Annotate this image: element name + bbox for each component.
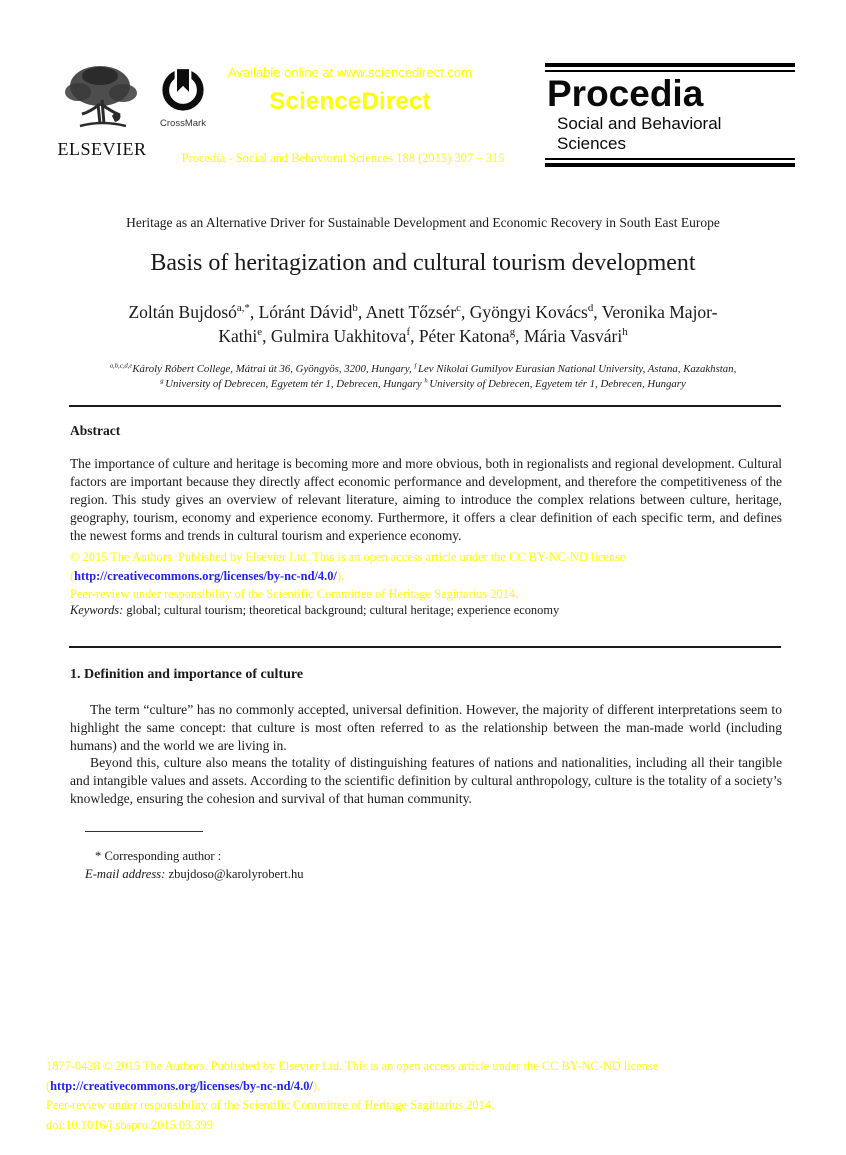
procedia-bottom-rule-2 (545, 163, 795, 167)
section-1-heading: 1. Definition and importance of culture (70, 667, 304, 682)
elsevier-logo (56, 60, 148, 160)
footer-peer-review-line: Peer-review under responsibility of the Scientific Committee of Heritage Sagittarius 2014. (46, 1098, 495, 1113)
procedia-top-rule-2 (545, 70, 795, 72)
sciencedirect-logo[interactable]: ScienceDirect (269, 88, 431, 115)
author-line-2: Kathi$^e$, Gulmira Uakhitova$^f$, Péter Katona$^g$, Mária Vasvári$^h$ (218, 326, 628, 346)
section-1-paragraph-2: Beyond this, culture also means the totality of distinguishing features of nations and nationalities, including all their tangible and intangible values and assets. According to the scientific definition by cultural anthropology, culture is the totality of a society’s knowledge, ensuring the cohesion and survival of that human community. (70, 755, 782, 806)
divider-above-abstract (69, 405, 781, 407)
procedia-top-rule (545, 63, 795, 67)
email-label: E-mail address: (85, 867, 166, 881)
elsevier-tree-icon (60, 123, 144, 140)
section-1-body (70, 701, 782, 808)
peer-review-line: Peer-review under responsibility of the Scientific Committee of Heritage Sagittarius 2014. (70, 587, 519, 601)
crossmark-label: CrossMark (160, 118, 206, 129)
procedia-logo (545, 63, 795, 167)
paper-title: Basis of heritagization and cultural tourism development (150, 250, 696, 276)
abstract-body: The importance of culture and heritage is becoming more and more obvious, both in regionalists and regional development. Cultural factors are important because they directly affect economic performance and development, and therefore the competitiveness of the region. This study gives an overview of relevant literature, aiming to introduce the complex relations between culture, heritage, geography, tourism, economy and experience economy. Furthermore, it offers a clear definition of each specific term, and defines the newest forms and trends in cultural tourism and experience economy. (70, 456, 782, 543)
divider-below-keywords (69, 646, 781, 648)
page-footer (46, 1057, 806, 1135)
footer-license-line (46, 1077, 806, 1097)
email-value[interactable]: zbujdoso@karolyrobert.hu (165, 867, 304, 881)
license-line-1: © 2015 The Authors. Published by Elsevier Ltd. This is an open access article under the CC BY-NC-ND license (70, 550, 626, 564)
corresponding-author-line: * Corresponding author : (95, 849, 222, 863)
license-line-2 (70, 567, 782, 586)
abstract-heading: Abstract (70, 423, 121, 438)
procedia-subtitle: Social and Behavioral Sciences (557, 114, 722, 153)
author-line-1: Zoltán Bujdosó$^{a,*}$, Lóránt Dávid$^b$, Anett Tőzsér$^c$, Gyöngyi Kovács$^d$, Veronika Major- (128, 302, 718, 322)
footer-link-suffix: ). (312, 1078, 321, 1093)
affiliation-line-1: $^{a,b,c,d,e}$Károly Róbert College, Mátrai út 36, Gyöngyös, 3200, Hungary, $^f$ Lev Nikolai Gumilyov Eurasian National University, Astana, Kazakhstan, (109, 362, 737, 375)
conference-title: Heritage as an Alternative Driver for Sustainable Development and Economic Recovery in South East Europe (126, 215, 720, 230)
procedia-bottom-rule (545, 158, 795, 160)
section-1-paragraph-1: The term “culture” has no commonly accepted, universal definition. However, the majority of different interpretations seem to highlight the same concept: that culture is most often referred to as the relationship between the man-made world (including humans) and the world we are living in. (70, 702, 782, 753)
license-block (70, 548, 782, 604)
email-line (85, 867, 585, 882)
author-list (40, 300, 806, 348)
license-link-prefix: ( (70, 568, 75, 583)
affiliation-line-2: $^g$ University of Debrecen, Egyetem tér 1, Debrecen, Hungary $^h$ University of Debrecen, Egyetem tér 1, Debrecen, Hungary (160, 377, 686, 390)
keywords-text: global; cultural tourism; theoretical background; cultural heritage; experience economy (123, 603, 560, 617)
elsevier-wordmark: ELSEVIER (57, 139, 147, 159)
footnote-rule (85, 831, 203, 832)
available-online-line: Available online at www.sciencedirect.com (228, 65, 472, 80)
cc-license-link[interactable]: http://creativecommons.org/licenses/by-nc-nd/4.0/ (74, 568, 337, 583)
keywords-line (70, 603, 782, 618)
journal-citation-line: Procedia - Social and Behavioral Sciences 188 (2015) 307 – 315 (181, 151, 505, 165)
keywords-label: Keywords: (70, 603, 124, 617)
affiliations (40, 362, 806, 392)
footer-cc-license-link[interactable]: http://creativecommons.org/licenses/by-nc-nd/4.0/ (50, 1078, 313, 1093)
footer-issn-line: 1877-0428 © 2015 The Authors. Published by Elsevier Ltd. This is an open access article under the CC BY-NC-ND license (46, 1059, 659, 1073)
footer-link-prefix: ( (46, 1078, 51, 1093)
footer-doi-line: doi:10.1016/j.sbspro.2015.03.399 (46, 1117, 213, 1132)
license-link-suffix: ). (336, 568, 345, 583)
procedia-title: Procedia (547, 73, 704, 114)
